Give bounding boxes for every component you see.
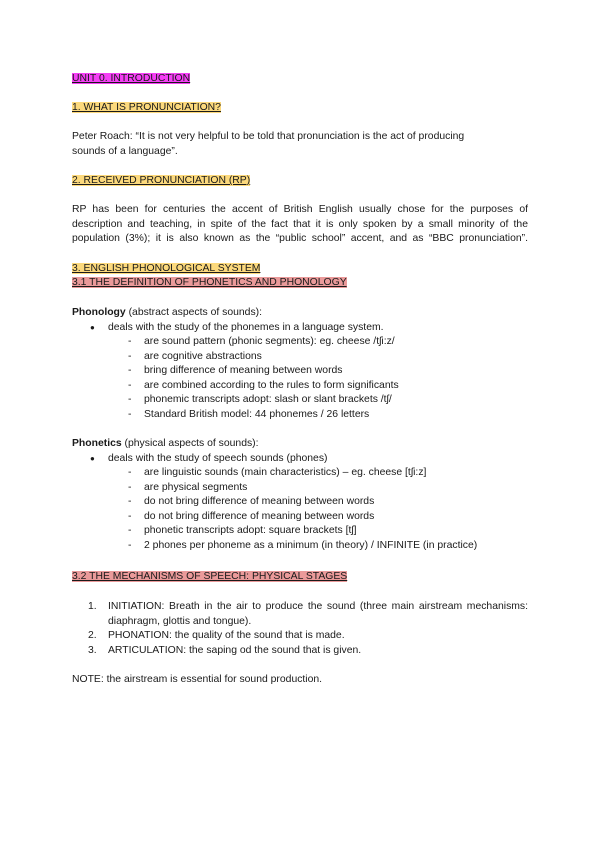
list-item: 2. PHONATION: the quality of the sound that is made. bbox=[88, 630, 345, 641]
note: NOTE: the airstream is essential for sound production. bbox=[72, 674, 323, 685]
list-item: 3. ARTICULATION: the saping od the sound that is given. bbox=[88, 644, 362, 656]
list-item: - are combined according to the rules to form significants bbox=[72, 379, 528, 394]
phonetics-items bbox=[72, 466, 528, 553]
section-3-2-heading: 3.2 THE MECHANISMS OF SPEECH: PHYSICAL STAGES bbox=[72, 571, 348, 582]
list-item: - are sound pattern (phonic segments): eg. cheese /tʃi:z/ bbox=[72, 335, 528, 350]
section-1-heading: 1. WHAT IS PRONUNCIATION? bbox=[72, 102, 221, 113]
phonetics-title: Phonetics (physical aspects of sounds): bbox=[72, 438, 259, 449]
list-item: - bring difference of meaning between words bbox=[72, 364, 528, 379]
list-item: - are cognitive abstractions bbox=[72, 350, 528, 365]
list-item: 1. INITIATION: Breath in the air to produce the sound (three main airstream mechanisms: diaphragm, glottis and tongue). bbox=[88, 601, 528, 627]
list-item: - do not bring difference of meaning between words bbox=[72, 495, 528, 510]
phonology-items bbox=[72, 335, 528, 422]
list-item: - are linguistic sounds (main characteristics) – eg. cheese [tʃi:z] bbox=[72, 466, 528, 481]
section-2-body: RP has been for centuries the accent of British English usually chose for the purposes of description and teaching, in spite of the fact that it is only spoken by a small minority of the population (3%); it is also known as the “public school” accent, and as “BBC pronunciation”. bbox=[72, 204, 528, 244]
phonetics-block bbox=[72, 437, 528, 553]
stages-list bbox=[72, 600, 528, 658]
list-item: - Standard British model: 44 phonemes / 26 letters bbox=[72, 408, 528, 423]
list-item: - phonetic transcripts adopt: square brackets [tʃ] bbox=[72, 524, 528, 539]
list-item: - do not bring difference of meaning between words bbox=[72, 510, 528, 525]
section-2-heading: 2. RECEIVED PRONUNCIATION (RP) bbox=[72, 175, 251, 186]
phonology-block bbox=[72, 306, 528, 422]
section-1-body: Peter Roach: “It is not very helpful to be told that pronunciation is the act of producing sounds of a language”. bbox=[72, 131, 465, 157]
unit-title-text: UNIT 0. INTRODUCTION bbox=[72, 73, 191, 84]
phonology-bullet: ● deals with the study of the phonemes in a language system. bbox=[72, 321, 528, 336]
section-3-heading: 3. ENGLISH PHONOLOGICAL SYSTEM bbox=[72, 263, 261, 274]
phonology-title: Phonology (abstract aspects of sounds): bbox=[72, 307, 262, 318]
phonetics-bullet: ● deals with the study of speech sounds (phones) bbox=[72, 452, 528, 467]
list-item: - phonemic transcripts adopt: slash or slant brackets /tʃ/ bbox=[72, 393, 528, 408]
unit-title bbox=[72, 72, 528, 87]
list-item: - 2 phones per phoneme as a minimum (in theory) / INFINITE (in practice) bbox=[72, 539, 528, 554]
list-item: - are physical segments bbox=[72, 481, 528, 496]
section-3-1-heading: 3.1 THE DEFINITION OF PHONETICS AND PHONOLOGY bbox=[72, 277, 347, 288]
